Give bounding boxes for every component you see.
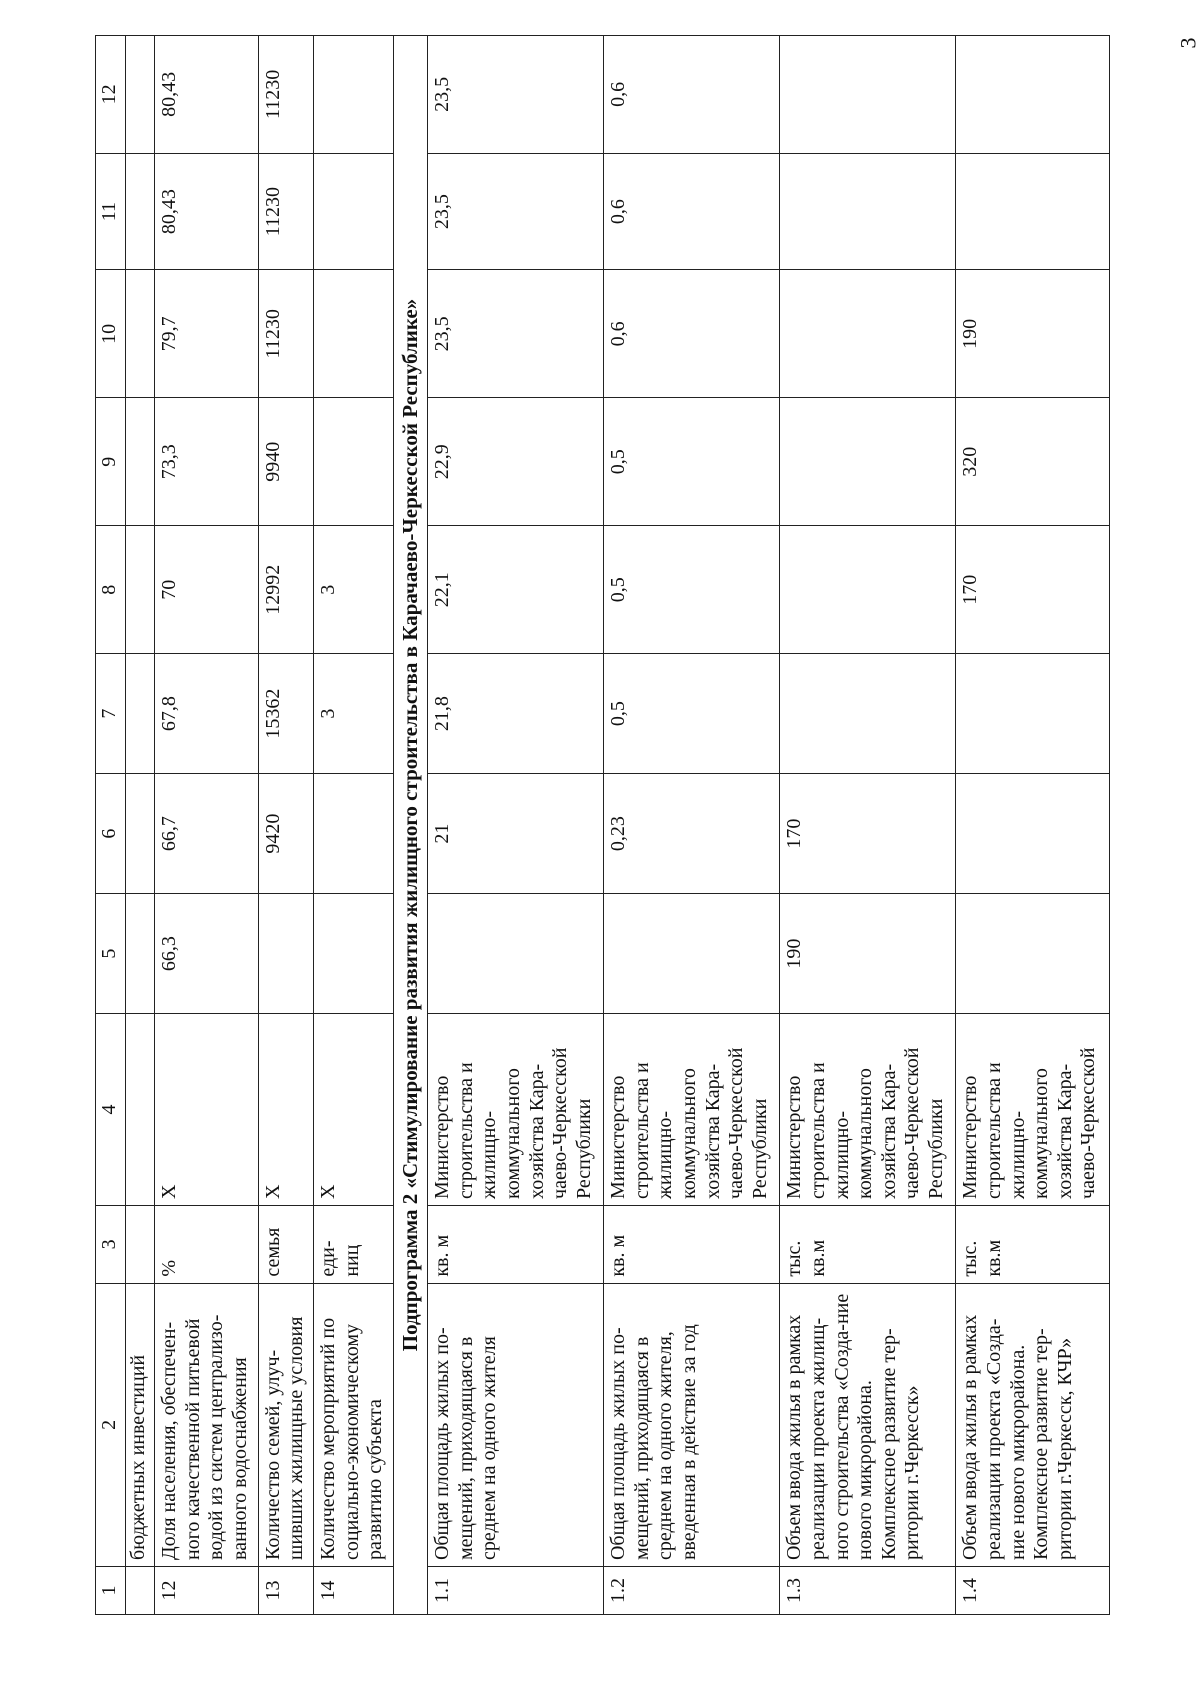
row-number: 1.2: [604, 1567, 780, 1615]
unit-cell: %: [154, 1205, 258, 1283]
value-cell: [314, 153, 394, 270]
value-cell: [780, 654, 956, 774]
value-cell: [780, 270, 956, 398]
value-cell: 11230: [258, 153, 313, 270]
value-cell: [956, 153, 1110, 270]
value-cell: 80,43: [154, 36, 258, 154]
value-cell: 23,5: [428, 270, 604, 398]
value-cell: 70: [154, 526, 258, 654]
value-cell: [780, 153, 956, 270]
unit-cell: кв. м: [604, 1205, 780, 1283]
value-cell: 0,6: [604, 270, 780, 398]
responsible-cell: Министерство строительства и жилищно-коммунального хозяйства Кара-чаево-Черкесской Республики: [428, 1014, 604, 1206]
value-cell: 12992: [258, 526, 313, 654]
value-cell: [314, 36, 394, 154]
value-cell: 66,3: [154, 894, 258, 1014]
table-cell: бюджетных инвестиций: [125, 1283, 154, 1566]
value-cell: 0,6: [604, 153, 780, 270]
header-cell: 12: [96, 36, 126, 154]
header-cell: 3: [96, 1205, 126, 1283]
indicator-name: Доля населения, обеспечен-ного качественной питьевой водой из систем централизо-ванного водоснабжения: [154, 1283, 258, 1566]
value-cell: 11230: [258, 36, 313, 154]
value-cell: 0,6: [604, 36, 780, 154]
value-cell: 0,5: [604, 526, 780, 654]
value-cell: [956, 654, 1110, 774]
value-cell: 0,23: [604, 774, 780, 894]
value-cell: 73,3: [154, 398, 258, 526]
table-row: [780, 36, 956, 1615]
value-cell: 170: [780, 774, 956, 894]
responsible-cell: Министерство строительства и жилищно-коммунального хозяйства Кара-чаево-Черкесской Республики: [604, 1014, 780, 1206]
value-cell: 320: [956, 398, 1110, 526]
header-cell: 8: [96, 526, 126, 654]
page-number: 3: [1175, 37, 1200, 49]
value-cell: [314, 398, 394, 526]
row-number: 1.1: [428, 1567, 604, 1615]
value-cell: [314, 894, 394, 1014]
table-row: [956, 36, 1110, 1615]
responsible-cell: X: [154, 1014, 258, 1206]
header-row: [96, 36, 126, 1615]
value-cell: 67,8: [154, 654, 258, 774]
unit-cell: тыс. кв.м: [956, 1205, 1110, 1283]
indicator-name: Количество семей, улуч-шивших жилищные условия: [258, 1283, 313, 1566]
table-cell: [125, 774, 154, 894]
table-cell: [125, 398, 154, 526]
value-cell: [314, 270, 394, 398]
value-cell: 15362: [258, 654, 313, 774]
value-cell: 23,5: [428, 36, 604, 154]
table-cell: [125, 894, 154, 1014]
header-cell: 11: [96, 153, 126, 270]
value-cell: [956, 894, 1110, 1014]
table-row: [428, 36, 604, 1615]
header-cell: 4: [96, 1014, 126, 1206]
value-cell: 80,43: [154, 153, 258, 270]
indicator-name: Количество мероприятий по социально-экономическому развитию субъекта: [314, 1283, 394, 1566]
value-cell: 170: [956, 526, 1110, 654]
unit-cell: еди-ниц: [314, 1205, 394, 1283]
header-cell: 10: [96, 270, 126, 398]
indicator-name: Общая площадь жилых по-мещений, приходящаяся в среднем на одного жителя: [428, 1283, 604, 1566]
value-cell: [604, 894, 780, 1014]
row-number: 1.4: [956, 1567, 1110, 1615]
value-cell: 0,5: [604, 654, 780, 774]
value-cell: 23,5: [428, 153, 604, 270]
indicators-table: [95, 35, 1110, 1615]
value-cell: [258, 894, 313, 1014]
value-cell: 0,5: [604, 398, 780, 526]
header-cell: 7: [96, 654, 126, 774]
unit-cell: кв. м: [428, 1205, 604, 1283]
rotated-table-wrapper: [95, 35, 1110, 1615]
indicator-name: Объем ввода жилья в рамках реализации проекта «Созда-ние нового микрорайона. Комплексное развитие тер-ритории г.Черкесск, КЧР»: [956, 1283, 1110, 1566]
row-number: 13: [258, 1567, 313, 1615]
table-row: [154, 36, 258, 1615]
value-cell: 9940: [258, 398, 313, 526]
table-cell: [125, 526, 154, 654]
header-cell: 1: [96, 1567, 126, 1615]
indicator-name: Общая площадь жилых по-мещений, приходящаяся в среднем на одного жителя, введенная в действие за год: [604, 1283, 780, 1566]
responsible-cell: Министерство строительства и жилищно-коммунального хозяйства Кара-чаево-Черкесской: [956, 1014, 1110, 1206]
table-row: [604, 36, 780, 1615]
header-cell: 6: [96, 774, 126, 894]
subprogram-title: Подпрограмма 2 «Стимулирование развития жилищного строительства в Карачаево-Черкесской Республике»: [393, 36, 428, 1615]
table-cell: [125, 654, 154, 774]
row-number: 14: [314, 1567, 394, 1615]
value-cell: 190: [956, 270, 1110, 398]
value-cell: [956, 774, 1110, 894]
table-cell: [125, 36, 154, 154]
value-cell: 9420: [258, 774, 313, 894]
unit-cell: тыс. кв.м: [780, 1205, 956, 1283]
value-cell: 79,7: [154, 270, 258, 398]
value-cell: 22,9: [428, 398, 604, 526]
row-number: 1.3: [780, 1567, 956, 1615]
row-number: 12: [154, 1567, 258, 1615]
table-row: [258, 36, 313, 1615]
header-cell: 9: [96, 398, 126, 526]
value-cell: [780, 526, 956, 654]
value-cell: [314, 774, 394, 894]
value-cell: [780, 398, 956, 526]
value-cell: 21: [428, 774, 604, 894]
subprogram-row: [393, 36, 428, 1615]
value-cell: [428, 894, 604, 1014]
header-cell: 2: [96, 1283, 126, 1566]
responsible-cell: X: [258, 1014, 313, 1206]
table-row: [314, 36, 394, 1615]
header-cell: 5: [96, 894, 126, 1014]
responsible-cell: Министерство строительства и жилищно-коммунального хозяйства Кара-чаево-Черкесской Республики: [780, 1014, 956, 1206]
value-cell: 3: [314, 526, 394, 654]
value-cell: 22,1: [428, 526, 604, 654]
unit-cell: семья: [258, 1205, 313, 1283]
indicator-name: Объем ввода жилья в рамках реализации проекта жилищ-ного строительства «Созда-ние нового микрорайона. Комплексное развитие тер-ритории г.Черкесск»: [780, 1283, 956, 1566]
value-cell: [956, 36, 1110, 154]
table-cell: [125, 153, 154, 270]
table-cell: [125, 1205, 154, 1283]
value-cell: 21,8: [428, 654, 604, 774]
value-cell: 11230: [258, 270, 313, 398]
table-cell: [125, 270, 154, 398]
value-cell: 66,7: [154, 774, 258, 894]
continuation-row: [125, 36, 154, 1615]
value-cell: 3: [314, 654, 394, 774]
responsible-cell: X: [314, 1014, 394, 1206]
value-cell: [780, 36, 956, 154]
value-cell: 190: [780, 894, 956, 1014]
table-cell: [125, 1014, 154, 1206]
table-cell: [125, 1567, 154, 1615]
